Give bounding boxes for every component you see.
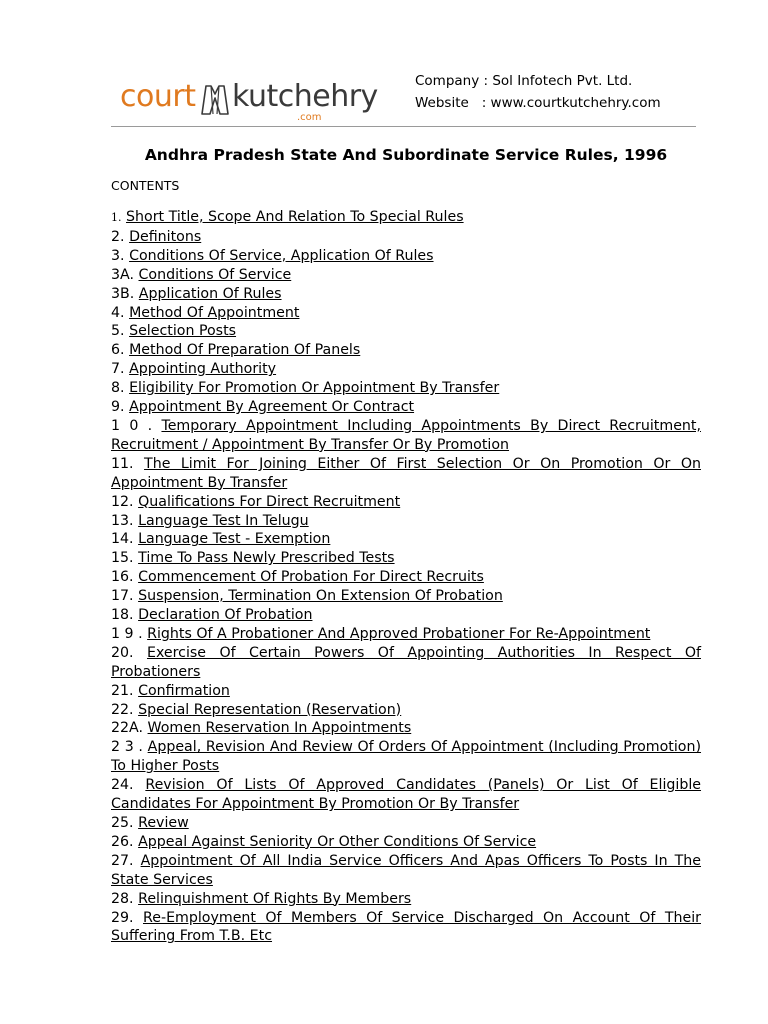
toc-item-link[interactable]: Confirmation	[138, 682, 230, 699]
toc-item	[111, 852, 701, 890]
toc-item	[111, 682, 701, 701]
toc-item-number: 22.	[111, 701, 134, 718]
toc-item-link[interactable]: Short Title, Scope And Relation To Special Rules	[126, 209, 464, 225]
toc-item-number: 5.	[111, 323, 125, 340]
toc-item-link[interactable]: Appointment Of All India Service Officers And Apas Officers To Posts In The State Services	[111, 852, 701, 888]
toc-item-link[interactable]: Appointment By Agreement Or Contract	[129, 399, 415, 416]
toc-item	[111, 247, 701, 266]
toc-item-number: 24.	[111, 777, 134, 794]
toc-item-link[interactable]: Relinquishment Of Rights By Members	[138, 890, 412, 907]
toc-item	[111, 285, 701, 304]
toc-item	[111, 587, 701, 606]
toc-item-link[interactable]: Appeal, Revision And Review Of Orders Of Appointment (Including Promotion) To Higher Posts	[111, 739, 702, 775]
header-divider	[111, 126, 696, 127]
toc-item-number: 14.	[111, 531, 134, 548]
toc-item-number: 18.	[111, 607, 134, 624]
toc-item	[111, 360, 701, 379]
toc-item-number: 8.	[111, 380, 125, 397]
toc-item-number: 1 0 .	[111, 417, 153, 434]
toc-item	[111, 417, 701, 455]
toc-item-link[interactable]: Revision Of Lists Of Approved Candidates (Panels) Or List Of Eligible Candidates For Appointment By Promotion Or By Transfer	[111, 777, 702, 813]
toc-item	[111, 701, 701, 720]
toc-item-number: 13.	[111, 512, 134, 529]
logo-com-text: .com	[297, 112, 322, 123]
toc-item-link[interactable]: Appointing Authority	[129, 361, 277, 378]
toc-item-number: 1 9 .	[111, 625, 143, 642]
toc-item-number: 1.	[111, 211, 122, 224]
toc-item-link[interactable]: Review	[138, 815, 189, 831]
toc-item	[111, 398, 701, 417]
toc-item-number: 22A.	[111, 720, 144, 737]
toc-item-link[interactable]: Exercise Of Certain Powers Of Appointing Authorities In Respect Of Probationers	[111, 644, 701, 680]
toc-item-number: 9.	[111, 399, 125, 416]
toc-item-link[interactable]: Appeal Against Seniority Or Other Conditions Of Service	[138, 833, 537, 850]
toc-item	[111, 568, 701, 587]
toc-item-link[interactable]: Conditions Of Service, Application Of Rules	[129, 247, 434, 264]
toc-item-link[interactable]: Rights Of A Probationer And Approved Probationer For Re-Appointment	[147, 625, 651, 642]
toc-item-link[interactable]: Suspension, Termination On Extension Of Probation	[138, 588, 503, 605]
toc-item	[111, 738, 701, 776]
toc-item-number: 27.	[111, 852, 134, 869]
toc-item	[111, 341, 701, 360]
toc-item-link[interactable]: Method Of Preparation Of Panels	[129, 342, 361, 359]
toc-item-number: 26.	[111, 833, 134, 850]
toc-item	[111, 304, 701, 323]
toc-item	[111, 530, 701, 549]
toc-item	[111, 625, 701, 644]
toc-item-link[interactable]: Special Representation (Reservation)	[138, 701, 402, 718]
logo-court-text: court	[120, 79, 196, 114]
toc-item	[111, 379, 701, 398]
toc-item-number: 2 3 .	[111, 739, 143, 756]
toc-item	[111, 833, 701, 852]
toc-item-number: 6.	[111, 342, 125, 359]
toc-item	[111, 814, 701, 833]
table-of-contents	[111, 208, 701, 946]
toc-item	[111, 228, 701, 247]
website-info: Website : www.courtkutchehry.com	[415, 95, 661, 111]
toc-item	[111, 719, 701, 738]
toc-item	[111, 322, 701, 341]
toc-item-number: 25.	[111, 815, 134, 831]
toc-item-link[interactable]: Language Test In Telugu	[138, 512, 309, 529]
toc-item-link[interactable]: Re-Employment Of Members Of Service Discharged On Account Of Their Suffering From T.B. Etc	[111, 909, 701, 945]
toc-item	[111, 493, 701, 512]
toc-item-number: 17.	[111, 588, 134, 605]
toc-item-link[interactable]: Application Of Rules	[138, 285, 282, 302]
toc-item-number: 3.	[111, 247, 125, 264]
toc-item-link[interactable]: Eligibility For Promotion Or Appointment By Transfer	[129, 380, 500, 397]
toc-item	[111, 549, 701, 568]
toc-item-link[interactable]: Time To Pass Newly Prescribed Tests	[138, 550, 395, 567]
toc-item-link[interactable]: Declaration Of Probation	[138, 607, 313, 624]
toc-item-link[interactable]: Conditions Of Service	[138, 266, 292, 283]
toc-item-link[interactable]: Qualifications For Direct Recruitment	[138, 493, 401, 510]
toc-item-number: 29.	[111, 909, 134, 926]
document-title: Andhra Pradesh State And Subordinate Service Rules, 1996	[144, 146, 668, 164]
toc-item	[111, 208, 701, 228]
toc-item	[111, 909, 701, 947]
toc-item-link[interactable]: Definitons	[129, 228, 202, 245]
advocate-gown-icon	[198, 82, 232, 116]
toc-item-number: 20.	[111, 644, 134, 661]
toc-item-link[interactable]: Language Test - Exemption	[138, 531, 331, 548]
courtkutchehry-logo[interactable]	[120, 79, 378, 126]
toc-item-link[interactable]: Method Of Appointment	[129, 304, 300, 321]
toc-item	[111, 890, 701, 909]
toc-item-link[interactable]: Selection Posts	[129, 323, 237, 340]
toc-item-number: 2.	[111, 228, 125, 245]
toc-item	[111, 776, 701, 814]
toc-item	[111, 606, 701, 625]
company-info: Company : Sol Infotech Pvt. Ltd.	[415, 73, 633, 89]
toc-item-number: 3B.	[111, 285, 135, 302]
toc-item-number: 21.	[111, 682, 134, 699]
toc-item	[111, 644, 701, 682]
toc-item	[111, 512, 701, 531]
toc-item-link[interactable]: The Limit For Joining Either Of First Selection Or On Promotion Or On Appointment By Transfer	[111, 455, 701, 491]
toc-item-number: 3A.	[111, 266, 134, 283]
toc-item-link[interactable]: Temporary Appointment Including Appointments By Direct Recruitment, Recruitment / Appointment By Transfer Or By Promotion	[111, 417, 701, 453]
toc-item-number: 16.	[111, 569, 134, 586]
toc-item	[111, 266, 701, 285]
toc-item-link[interactable]: Women Reservation In Appointments	[147, 720, 412, 737]
toc-item-number: 15.	[111, 550, 134, 567]
toc-item-number: 4.	[111, 304, 125, 321]
toc-item-number: 7.	[111, 361, 125, 378]
toc-item-number: 28.	[111, 890, 134, 907]
logo-kutchehry-text: kutchehry	[232, 79, 378, 114]
contents-label: CONTENTS	[111, 178, 180, 193]
toc-item-number: 11.	[111, 455, 134, 472]
toc-item-link[interactable]: Commencement Of Probation For Direct Recruits	[138, 569, 484, 586]
toc-item-number: 12.	[111, 493, 134, 510]
toc-item	[111, 455, 701, 493]
